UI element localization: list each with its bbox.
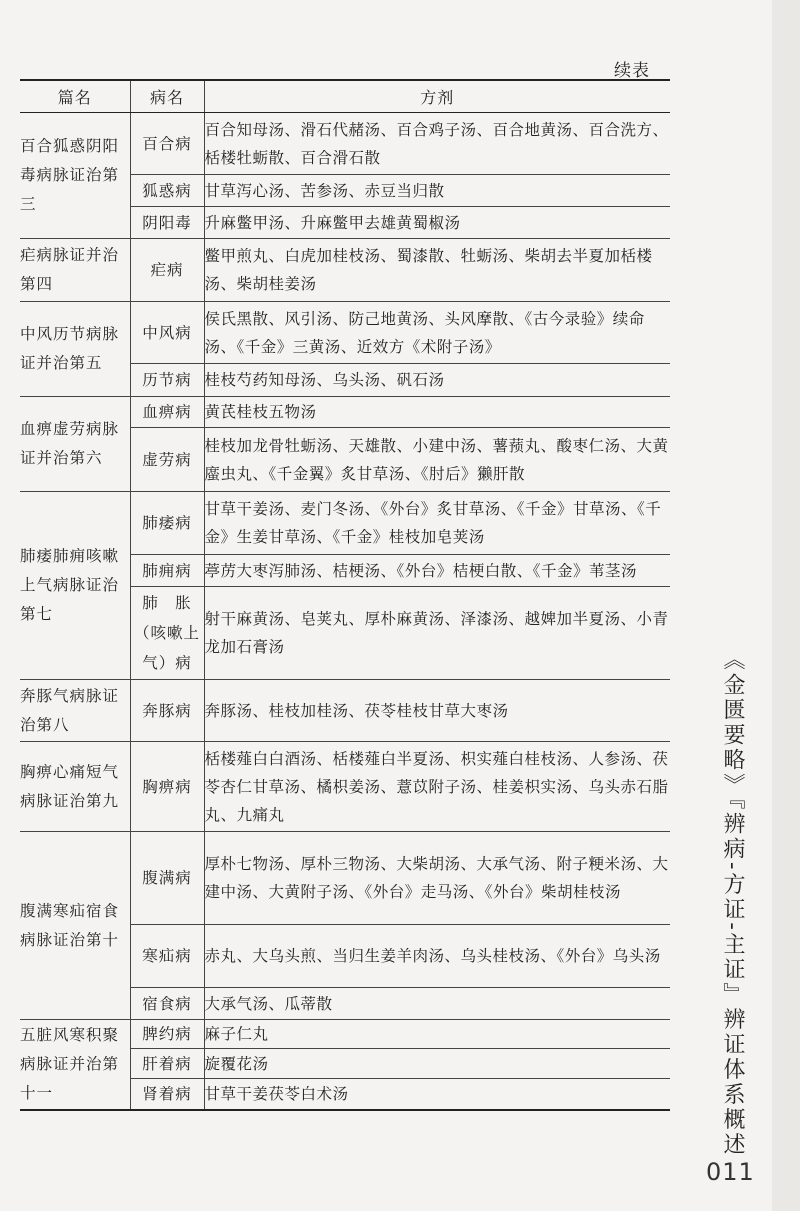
disease-cell: 奔豚病 [130,680,204,742]
disease-cell: 疟病 [130,239,204,302]
formula-cell: 厚朴七物汤、厚朴三物汤、大柴胡汤、大承气汤、附子粳米汤、大建中汤、大黄附子汤、《外台》走马汤、《外台》柴胡桂枝汤 [204,832,670,925]
continued-label: 续表 [614,61,650,81]
disease-cell: 胸痹病 [130,742,204,832]
formula-cell: 栝楼薤白白酒汤、栝楼薤白半夏汤、枳实薤白桂枝汤、人参汤、茯苓杏仁甘草汤、橘枳姜汤、薏苡附子汤、桂姜枳实汤、乌头赤石脂丸、九痛丸 [204,742,670,832]
disease-line: 肺 胀 [142,594,192,612]
table-row [20,113,670,175]
formula-cell: 赤丸、大乌头煎、当归生姜羊肉汤、乌头桂枝汤、《外台》乌头汤 [204,925,670,988]
formula-cell: 百合知母汤、滑石代赭汤、百合鸡子汤、百合地黄汤、百合洗方、栝楼牡蛎散、百合滑石散 [204,113,670,175]
formula-cell: 桂枝芍药知母汤、乌头汤、矾石汤 [204,364,670,397]
formula-cell: 甘草干姜茯苓白术汤 [204,1079,670,1110]
disease-cell: 血痹病 [130,397,204,428]
page-edge [772,0,800,1211]
disease-cell: 腹满病 [130,832,204,925]
table-row [20,302,670,364]
chapter-cell: 肺痿肺痈咳嗽上气病脉证治第七 [20,492,130,680]
table-row [20,1020,670,1049]
chapter-cell: 胸痹心痛短气病脉证治第九 [20,742,130,832]
page-number: 011 [706,1158,755,1186]
disease-cell: 肾着病 [130,1079,204,1110]
formula-cell: 麻子仁丸 [204,1020,670,1049]
header-chapter: 篇名 [20,80,130,113]
chapter-cell: 血痹虚劳病脉证并治第六 [20,397,130,492]
chapter-cell: 疟病脉证并治第四 [20,239,130,302]
disease-cell: 虚劳病 [130,428,204,492]
disease-cell: 历节病 [130,364,204,397]
disease-cell: 肺痿病 [130,492,204,555]
formula-cell: 葶苈大枣泻肺汤、桔梗汤、《外台》桔梗白散、《千金》苇茎汤 [204,555,670,587]
chapter-cell: 百合狐惑阴阳毒病脉证治第三 [20,113,130,239]
formula-cell: 黄芪桂枝五物汤 [204,397,670,428]
formula-cell: 大承气汤、瓜蒂散 [204,988,670,1020]
disease-cell: 脾约病 [130,1020,204,1049]
formula-cell: 侯氏黑散、风引汤、防己地黄汤、头风摩散、《古今录验》续命汤、《千金》三黄汤、近效方《术附子汤》 [204,302,670,364]
disease-cell: 肝着病 [130,1049,204,1079]
chapter-cell: 中风历节病脉证并治第五 [20,302,130,397]
chapter-cell: 腹满寒疝宿食病脉证治第十 [20,832,130,1020]
formula-cell: 鳖甲煎丸、白虎加桂枝汤、蜀漆散、牡蛎汤、柴胡去半夏加栝楼汤、柴胡桂姜汤 [204,239,670,302]
formula-cell: 射干麻黄汤、皂荚丸、厚朴麻黄汤、泽漆汤、越婢加半夏汤、小青龙加石膏汤 [204,587,670,680]
disease-cell: 肺痈病 [130,555,204,587]
header-disease: 病名 [130,80,204,113]
disease-cell: 中风病 [130,302,204,364]
table-row [20,492,670,555]
disease-cell: 宿食病 [130,988,204,1020]
running-title: 《金匮要略》『辨病-方证-主证』辨证体系概述 [720,648,745,1158]
table-row [20,680,670,742]
header-formula: 方剂 [204,80,670,113]
chapter-cell: 奔豚气病脉证治第八 [20,680,130,742]
formula-cell: 甘草泻心汤、苦参汤、赤豆当归散 [204,175,670,207]
formula-cell: 奔豚汤、桂枝加桂汤、茯苓桂枝甘草大枣汤 [204,680,670,742]
disease-cell: 阴阳毒 [130,207,204,239]
disease-cell: 狐惑病 [130,175,204,207]
table-header-row [20,80,670,113]
disease-line: 气）病 [142,654,192,672]
table-row [20,742,670,832]
formula-cell: 桂枝加龙骨牡蛎汤、天雄散、小建中汤、薯蓣丸、酸枣仁汤、大黄䗪虫丸、《千金翼》炙甘草汤、《肘后》獭肝散 [204,428,670,492]
table-row [20,397,670,428]
disease-line: （咳嗽上 [133,624,200,642]
formula-cell: 升麻鳖甲汤、升麻鳖甲去雄黄蜀椒汤 [204,207,670,239]
table-row [20,832,670,925]
chapter-cell: 五脏风寒积聚病脉证并治第十一 [20,1020,130,1110]
table-row [20,239,670,302]
disease-cell [130,587,204,680]
formula-cell: 甘草干姜汤、麦门冬汤、《外台》炙甘草汤、《千金》甘草汤、《千金》生姜甘草汤、《千金》桂枝加皂荚汤 [204,492,670,555]
disease-cell: 百合病 [130,113,204,175]
formula-table [20,79,670,1111]
formula-cell: 旋覆花汤 [204,1049,670,1079]
disease-cell: 寒疝病 [130,925,204,988]
